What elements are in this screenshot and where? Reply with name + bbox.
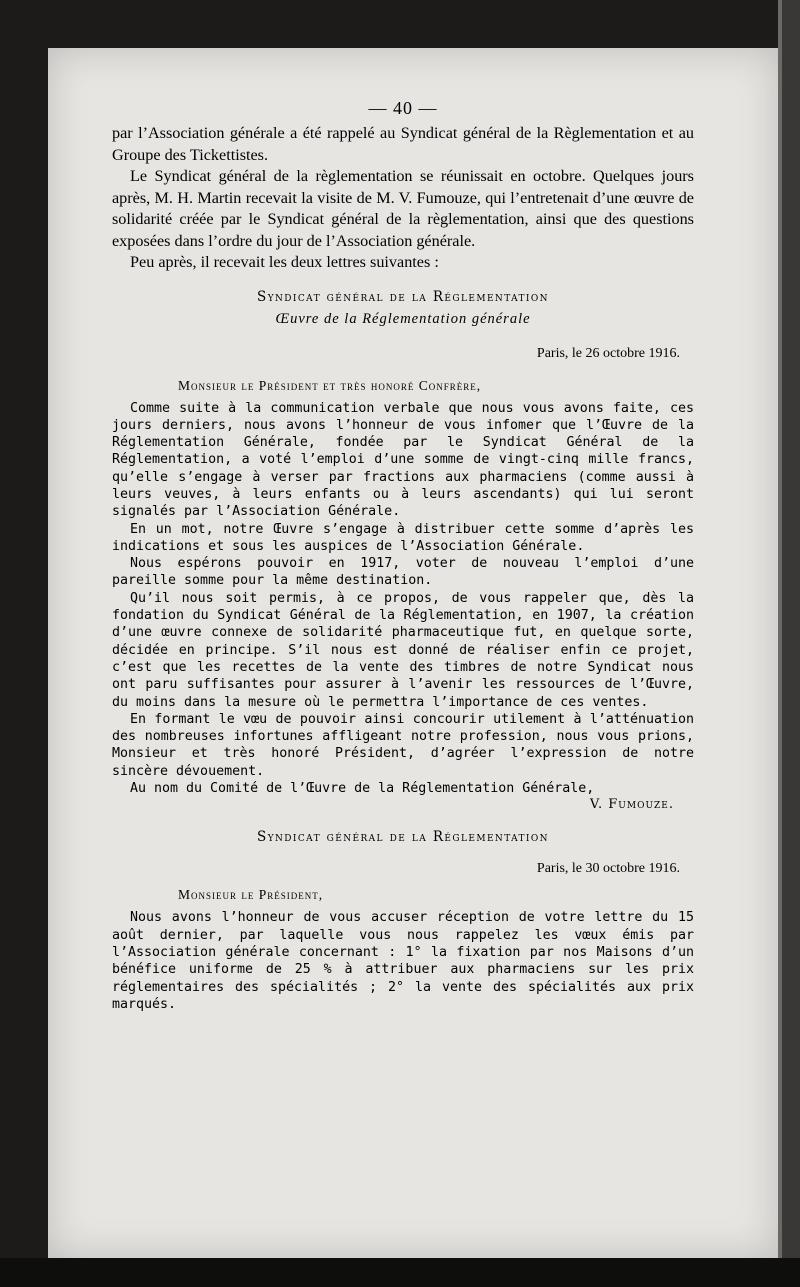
letter-paragraph: Qu’il nous soit permis, à ce propos, de vous rappeler que, dès la fondation du Syndicat Général de la Réglementation, en 1907, la création d’une œuvre connexe de solidarité pharmaceutique fut, en quelque sorte, décidée en principe. S’il nous est donné de réaliser enfin ce projet, c’est que les recettes de la vente des timbres de notre Syndicat nous ont paru suffisantes pour assurer à l’avenir les ressources de l’Œuvre, du moins dans la mesure où le permettra l’importance de ces ventes.	[112, 590, 694, 710]
letter-signature: V. Fumouze.	[589, 797, 674, 813]
letter-salutation: Monsieur le Président et très honoré Confrère,	[178, 377, 482, 393]
letter-paragraph: Nous espérons pouvoir en 1917, voter de nouveau l’emploi d’une pareille somme pour la même destination.	[112, 556, 694, 589]
page-number: — 40 —	[368, 98, 438, 118]
letter-1	[112, 289, 694, 813]
letter-date: Paris, le 30 octobre 1916.	[536, 861, 680, 877]
letter-paragraph: Comme suite à la communication verbale que nous vous avons faite, ces jours derniers, nous avons l’honneur de vous infomer que l’Œuvre de la Réglementation Générale, fondée par le Syndicat Général de la Réglementation, a voté l’emploi d’une somme de vingt-cinq mille francs, qu’elle s’engage à verser par fractions aux pharmaciens (comme aussi à leurs veuves, à leurs enfants ou à leurs ascendants) qui lui seront signalés par l’Association Générale.	[112, 400, 694, 520]
letter-header: Syndicat général de la Réglementation	[257, 288, 549, 305]
letter-2	[112, 829, 694, 1013]
intro-text	[112, 123, 694, 274]
letter-header: Syndicat général de la Réglementation	[257, 829, 549, 846]
text-column	[112, 98, 694, 1013]
letter-paragraph: Nous avons l’honneur de vous accuser réception de votre lettre du 15 août dernier, par laquelle vous nous rappelez les vœux émis par l’Association générale concernant : 1° la fixation par nos Maisons d’un bénéfice uniforme de 25 % à attribuer aux pharmaciens sur les prix réglementaires des spécialités ; 2° la vente des spécialités aux prix marqués.	[112, 910, 694, 1012]
binding-strip	[778, 0, 800, 1287]
letter-paragraph: En un mot, notre Œuvre s’engage à distribuer cette somme d’après les indications et sous les auspices de l’Association Générale.	[112, 521, 694, 554]
letter-paragraph: En formant le vœu de pouvoir ainsi concourir utilement à l’atténuation des nombreuses infortunes affligeant notre profession, nous vous prions, Monsieur et très honoré Président, d’agréer l’expression de notre sincère dévouement.	[112, 711, 694, 779]
intro-paragraph: par l’Association générale a été rappelé au Syndicat général de la Règlementation et au Groupe des Tickettistes.	[112, 124, 694, 164]
letter-paragraph: Au nom du Comité de l’Œuvre de la Réglementation Générale,	[130, 781, 595, 797]
letter-subheader: Œuvre de la Réglementation générale	[275, 310, 531, 327]
intro-paragraph: Le Syndicat général de la règlementation se réunissait en octobre. Quelques jours après, M. H. Martin recevait la visite de M. V. Fumouze, qui l’entretenait d’une œuvre de solidarité créée par le Syndicat général de la règlementation, ainsi que des questions exposées dans l’ordre du jour de l’Association générale.	[112, 167, 694, 250]
letter-body	[112, 400, 694, 798]
letter-date: Paris, le 26 octobre 1916.	[536, 345, 680, 361]
letter-salutation: Monsieur le Président,	[178, 887, 324, 903]
scan-border-bottom	[0, 1258, 800, 1287]
letter-body	[112, 909, 694, 1013]
intro-paragraph: Peu après, il recevait les deux lettres suivantes :	[130, 253, 439, 271]
